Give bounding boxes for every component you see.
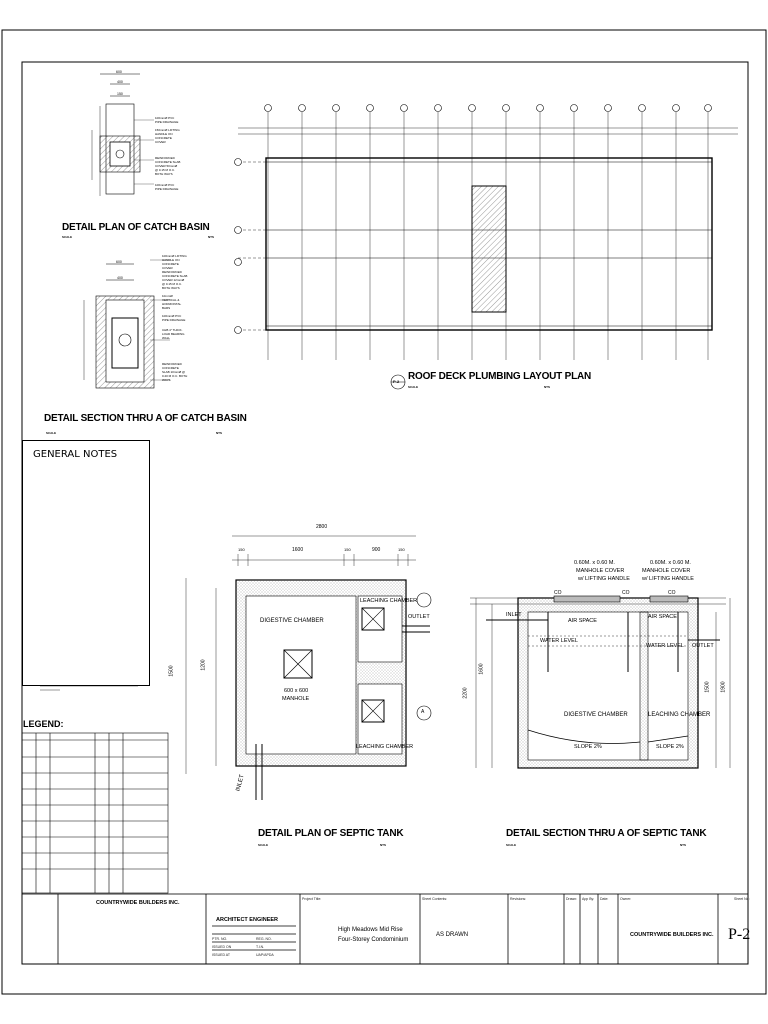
sp-manhole-label: MANHOLE [282,696,310,702]
ss-cover1b: MANHOLE COVER [576,568,625,574]
svg-text:@ 0.15 M O.C.: @ 0.15 M O.C. [155,168,176,172]
ss-co-2: CO [622,590,630,596]
owner-label: Owner: [620,897,632,901]
ss-outlet: OUTLET [692,643,714,649]
ss-dim-1900: 1900 [720,681,727,693]
sp-digestive-label: DIGESTIVE CHAMBER [260,618,324,624]
ss-dim-1500: 1500 [704,681,711,693]
catch-basin-section-scale: SCALE [46,431,57,435]
roof-deck-scale: SCALE [408,385,419,389]
svg-text:10mmØ: 10mmØ [162,294,173,298]
revisions-label: Revisions: [510,897,527,901]
sheet-number: P-2 [728,926,751,943]
svg-text:100mmØ PVC: 100mmØ PVC [162,314,182,318]
sp-inlet: INLET [235,774,246,792]
svg-text:PIPE DRAINAGE: PIPE DRAINAGE [155,187,179,191]
sp-leaching-bottom: LEACHING CHAMBER [356,744,414,750]
svg-text:WAYS: WAYS [162,378,171,382]
ss-dim-2200: 2200 [462,687,469,699]
owner-company: COUNTRYWIDE BUILDERS INC. [630,932,714,938]
roof-deck-title: ROOF DECK PLUMBING LAYOUT PLAN [408,371,592,382]
ss-cover1c: w/ LIFTING HANDLE [578,576,630,582]
ss-cover1: 0.60M. x 0.60 M. [574,560,615,566]
ss-cover2: 0.60M. x 0.60 M. [650,560,691,566]
svg-text:0.20 M O.C. BOTH: 0.20 M O.C. BOTH [162,374,188,378]
roof-deck-plan-drawing [235,105,739,390]
app-by-label: App By: [582,897,595,901]
svg-text:REINFORCED: REINFORCED [162,270,182,274]
cb-dim-600: 600 [116,70,122,74]
issued-on-label: ISSUED ON [212,945,232,949]
svg-text:CONCRETE SLAB: CONCRETE SLAB [155,160,181,164]
svg-text:150mmØ LIFTING: 150mmØ LIFTING [155,128,180,132]
project-line-1: High Meadows Mid Rise [338,927,403,933]
cb-sec-dim-600: 600 [116,260,122,264]
catch-basin-section-nts: NTS [216,431,222,435]
svg-text:@ 0.15 M O.C.: @ 0.15 M O.C. [162,282,183,286]
project-title-label: Project Title: [302,897,322,901]
svg-text:BOTH WAYS: BOTH WAYS [162,286,180,290]
svg-text:COVER: COVER [155,140,166,144]
company-name: COUNTRYWIDE BUILDERS INC. [96,900,180,906]
project-line-2: Four-Storey Condominium [338,937,409,943]
ss-inlet: INLET [506,612,522,618]
svg-text:CONCRETE: CONCRETE [155,136,172,140]
ss-cover2c: w/ LIFTING HANDLE [642,576,694,582]
catch-basin-plan-nts: NTS [208,235,214,239]
ss-leaching: LEACHING CHAMBER [648,712,711,718]
catch-basin-plan-drawing [92,74,180,196]
svg-text:PIPE DRAINAGE: PIPE DRAINAGE [162,318,186,322]
svg-text:HORIZONTAL: HORIZONTAL [162,302,182,306]
svg-text:CHB 4" THICK.: CHB 4" THICK. [162,328,183,332]
septic-plan-scale: SCALE [258,843,269,847]
legend-title: LEGEND: [23,719,64,729]
catch-basin-section-title: DETAIL SECTION THRU A OF CATCH BASIN [44,413,247,424]
sp-dim-2800: 2800 [316,524,328,530]
sp-dim-150b: 150 [344,547,351,552]
cb-sec-dim-400: 400 [117,276,123,280]
svg-text:REINFORCED: REINFORCED [155,156,175,160]
roof-deck-marker: P-2 [393,379,400,384]
sp-dim-900: 900 [372,547,381,553]
svg-text:SLAB 10mmØ @: SLAB 10mmØ @ [162,370,186,374]
svg-text:VERTICAL &: VERTICAL & [162,298,180,302]
date-label: Date: [600,897,609,901]
ptr-label: PTR. NO. [212,937,228,941]
septic-plan-nts: NTS [380,843,386,847]
ss-dim-1600: 1600 [478,663,485,675]
svg-text:LOAD BEARING: LOAD BEARING [162,332,185,336]
sp-dim-150a: 150 [238,547,245,552]
sp-section-marker: A [421,709,425,715]
ss-water-level-1: WATER LEVEL [540,638,578,644]
septic-section-title: DETAIL SECTION THRU A OF SEPTIC TANK [506,828,707,839]
roof-deck-nts: NTS [544,385,550,389]
svg-text:BOTH WAYS: BOTH WAYS [155,172,173,176]
ss-air-space-1: AIR SPACE [568,618,597,624]
catch-basin-plan-title: DETAIL PLAN OF CATCH BASIN [62,222,210,233]
ss-cover2b: MANHOLE COVER [642,568,691,574]
svg-text:100mmØ PVC: 100mmØ PVC [155,116,175,120]
septic-section-drawing [470,596,730,768]
svg-text:CONCRETE: CONCRETE [162,366,179,370]
svg-text:CONCRETE SLAB: CONCRETE SLAB [162,274,188,278]
uap-label: UAP/APDA [256,953,274,957]
sp-dim-150c: 150 [398,547,405,552]
sp-dim-1600: 1600 [292,547,304,553]
ss-slope-1: SLOPE 2% [574,744,602,750]
svg-text:BARS: BARS [162,306,171,310]
svg-text:100mmØ PVC: 100mmØ PVC [155,183,175,187]
svg-text:CONCRETE: CONCRETE [162,262,179,266]
svg-text:HANDLE ON: HANDLE ON [162,258,180,262]
ss-co-3: CO [668,590,676,596]
sp-dim-1500: 1500 [168,665,175,677]
cb-dim-400: 400 [117,80,123,84]
septic-section-nts: NTS [680,843,686,847]
sp-manhole-size: 600 x 600 [284,688,309,694]
general-notes-box [22,440,150,686]
tin-label: T.I.N. [256,945,265,949]
svg-text:100mmØ LIFTING: 100mmØ LIFTING [162,254,187,258]
ss-co-1: CO [554,590,562,596]
svg-text:PIPE DRAINAGE: PIPE DRAINAGE [155,120,179,124]
sp-outlet: OUTLET [408,614,430,620]
architect-label: ARCHITECT ENGINEER [216,917,279,923]
catch-basin-plan-scale: SCALE [62,235,73,239]
septic-plan-drawing [186,536,431,800]
septic-section-scale: SCALE [506,843,517,847]
ss-slope-2: SLOPE 2% [656,744,684,750]
issued-at-label: ISSUED AT [212,953,231,957]
svg-text:WALL: WALL [162,336,171,340]
sheet-contents-value: AS DRAWN [436,932,469,938]
reg-label: REG. NO. [256,937,272,941]
ss-water-level-2: WATER LEVEL [646,643,684,649]
svg-text:COVER: COVER [162,266,173,270]
sp-leaching-top: LEACHING CHAMBER [360,598,418,604]
svg-text:REINFORCED: REINFORCED [162,362,182,366]
ss-air-space-2: AIR SPACE [648,614,677,620]
sheet-no-label: Sheet No: [734,897,750,901]
catch-basin-section-drawing [84,254,187,388]
legend-table [22,733,168,893]
svg-text:COVER 12mmØ: COVER 12mmØ [162,278,185,282]
cb-dim-150: 150 [117,92,123,96]
drawn-label: Drawn: [566,897,578,901]
sp-dim-1200: 1200 [200,659,207,671]
svg-text:COVER 50mmØ: COVER 50mmØ [155,164,178,168]
septic-plan-title: DETAIL PLAN OF SEPTIC TANK [258,828,404,839]
sheet-contents-label: Sheet Contents: [422,897,448,901]
svg-text:HANDLE ON: HANDLE ON [155,132,173,136]
ss-digestive: DIGESTIVE CHAMBER [564,712,628,718]
general-notes-title: GENERAL NOTES [33,449,118,460]
